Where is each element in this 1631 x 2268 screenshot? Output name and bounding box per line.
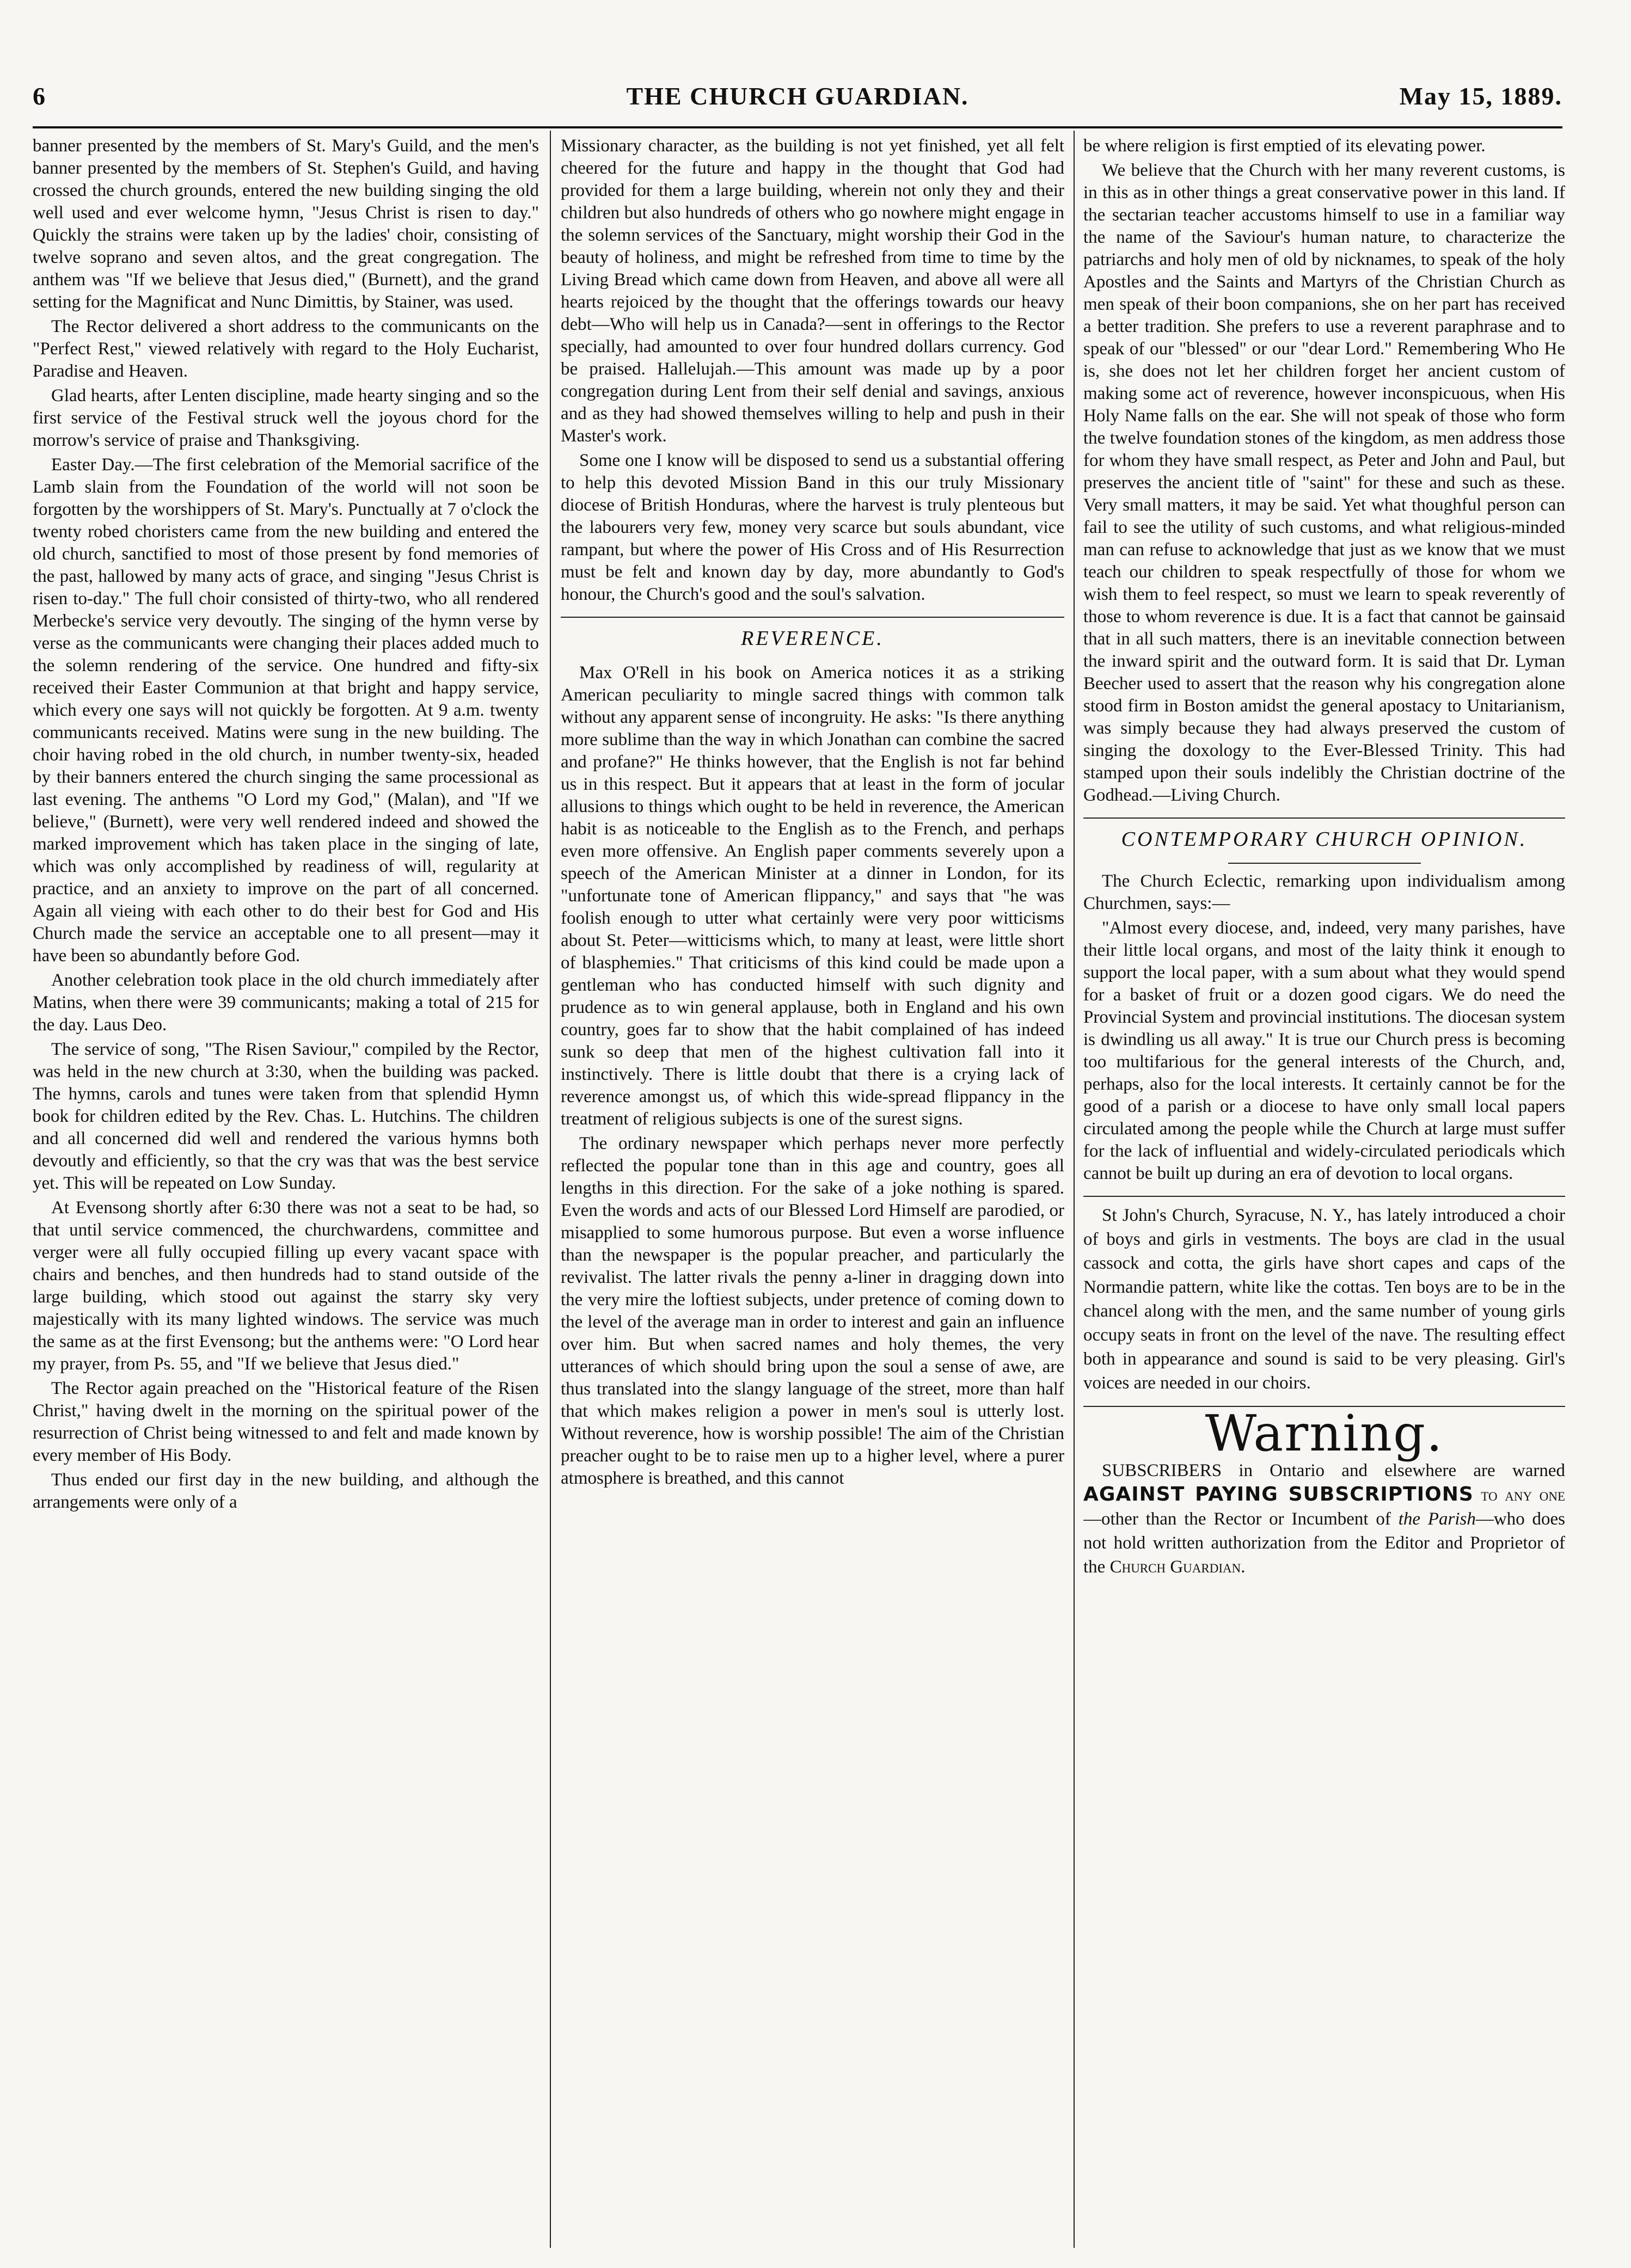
header-rule [33, 126, 1562, 128]
warning-text [1083, 1459, 1565, 1579]
newspaper-title: THE CHURCH GUARDIAN. [626, 82, 969, 110]
column-rule-1 [550, 131, 551, 2248]
paragraph: Max O'Rell in his book on America notices it as a striking American peculiarity to mingle sacred things with common talk without any apparent sense of incongruity. He asks: "Is there anything more sublime than the way in which Jonathan can combine the sacred and profane?" He thinks however, that the English is not far behind us in this respect. But it appears that at least in the form of jocular allusions to things which ought to be held in reverence, the American habit is as noticeable to the English as to the French, and perhaps even more offensive. An English paper comments severely upon a speech of the American Minister at a dinner in London, for its "unfortunate tone of American flippancy," and says that "he was foolish enough to utter what certainly were very poor witticisms about St. Peter—witticisms which, to many at least, were little short of blasphemies." That criticisms of this kind could be made upon a gentleman who has conducted himself with such dignity and prudence as to win general applause, both in England and his own country, goes far to show that the habit complained of has indeed sunk so deep that men of the highest cultivation fall into it instinctively. There is little doubt that there is a crying lack of reverence amongst us, of which this wide-spread flippancy in the treatment of religious subjects is one of the surest signs. [561, 663, 1064, 1129]
warning-emphasis: AGAINST PAYING SUBSCRIPTIONS [1083, 1483, 1474, 1505]
column-rule-2 [1074, 131, 1075, 2248]
page-header [33, 82, 1562, 120]
paragraph: Glad hearts, after Lenten discipline, made hearty singing and so the first service of the Festival struck well the joyous chord for the morrow's service of praise and Thanksgiving. [33, 386, 539, 450]
column-2 [561, 135, 1064, 2247]
paragraph: The Rector again preached on the "Historical feature of the Risen Christ," having dwelt in the morning on the spiritual power of the resurrection of Christ being witnessed to and felt and made known by every member of His Body. [33, 1379, 539, 1465]
paragraph: banner presented by the members of St. Mary's Guild, and the men's banner presented by the members of St. Stephen's Guild, and having crossed the church grounds, entered the new building singing the old well used and ever welcome hymn, "Jesus Christ is risen to day." Quickly the strains were taken up by the ladies' choir, consisting of twelve soprano and seven altos, and the great congregation. The anthem was "If we believe that Jesus died," (Burnett), and the grand setting for the Magnificat and Nunc Dimittis, by Stainer, was used. [33, 136, 539, 312]
section-rule [1083, 818, 1565, 819]
warning-the-parish: the Parish [1398, 1509, 1476, 1529]
heading-rule [1228, 863, 1421, 864]
paragraph-syracuse: St John's Church, Syracuse, N. Y., has lately introduced a choir of boys and girls in vestments. The boys are clad in the usual cassock and cotta, the girls have short capes and caps of the Normandie pattern, white like the cottas. Ten boys are to be in the chancel along with the men, and the same number of young girls occupy seats in front on the level of the nave. The resulting effect both in appearance and sound is said to be very pleasing. Girl's voices are needed in our choirs. [1083, 1206, 1565, 1393]
issue-date: May 15, 1889. [1399, 82, 1562, 110]
warning-line1: SUBSCRIBERS in Ontario and elsewhere are warned [1102, 1461, 1565, 1480]
paragraph: be where religion is first emptied of its elevating power. [1083, 136, 1486, 156]
section-heading-reverence: REVERENCE. [741, 627, 884, 650]
section-heading-opinion: CONTEMPORARY CHURCH OPINION. [1121, 828, 1528, 851]
section-rule [1083, 1196, 1565, 1197]
paragraph: Some one I know will be disposed to send us a substantial offering to help this devoted Mission Band in this our truly Missionary diocese of British Honduras, where the harvest is truly plenteous but the labourers very few, money very scarce but souls abundant, vice rampant, but where the power of His Cross and of His Resurrection must be felt and known day by day, more abundantly to God's honour, the Church's good and the soul's salvation. [561, 451, 1064, 604]
warning-rest1: —other than the Rector or Incumbent of [1083, 1509, 1391, 1529]
paragraph: The Church Eclectic, remarking upon individualism among Churchmen, says:— [1083, 871, 1565, 913]
warning-to-any: to any one [1481, 1485, 1565, 1505]
paragraph: At Evensong shortly after 6:30 there was not a seat to be had, so that until service commenced, the churchwardens, committee and verger were all fully occupied filling up every vacant space with chairs and benches, and then hundreds had to stand outside of the large building, which stood out against the starry sky very majestically with its many lighted windows. The service was much the same as at the first Evensong; but the anthems were: "O Lord hear my prayer, from Ps. 55, and "If we believe that Jesus died." [33, 1198, 539, 1374]
warning-paper-name: Church Guardian. [1109, 1557, 1246, 1577]
page-number: 6 [33, 82, 46, 110]
paragraph: Easter Day.—The first celebration of the Memorial sacrifice of the Lamb slain from the Foundation of the world will not soon be forgotten by the worshippers of St. Mary's. Punctually at 7 o'clock the twenty robed choristers came from the new building and entered the old church, sanctified to most of those present by fond memories of the past, hallowed by many acts of grace, and singing "Jesus Christ is risen to-day." The full choir consisted of thirty-two, who all rendered Merbecke's service very devoutly. The singing of the hymn verse by verse as the communicants were changing their places added much to the solemn rendering of the service. One hundred and fifty-six received their Easter Communion at that bright and happy service, which every one says will not quickly be forgotten. At 9 a.m. twenty communicants received. Matins were sung in the new building. The choir having robed in the old church, in number twenty-six, headed by their banners entered the church singing the same processional as last evening. The anthems "O Lord my God," (Malan), and "If we believe," (Burnett), were very well rendered indeed and showed the marked improvement which has taken place in the singing of late, which was only accomplished by readiness of will, regularity at practice, and an anxiety to improve on the part of all concerned. Again all vieing with each other to do their best for God and His Church made the service an acceptable one to all present—may it have been so abundantly before God. [33, 455, 539, 966]
paragraph: We believe that the Church with her many reverent customs, is in this as in other things a great conservative power in this land. If the sectarian teacher accustoms himself to use in a familiar way the name of the Saviour's human nature, to characterize the patriarchs and holy men of old by nicknames, to speak of the holy Apostles and the Saints and Martyrs of the Christian Church as men speak of their boon companions, she on her part has received a better tradition. She prefers to use a reverent paraphrase and to speak of our "blessed" or our "dear Lord." Remembering Who He is, she does not let her children forget her ancient custom of making some act of reverence, however inconspicuous, when His Holy Name falls on the ear. She will not speak of those who form the twelve foundation stones of the kingdom, as men address those for whom they have small respect, as Peter and John and Paul, but preserves the ancient title of "saint" for these and such as these. Very small matters, it may be said. Yet what thoughful person can fail to see the utility of such customs, and what religious-minded man can refuse to acknowledge that just as we know that we must teach our children to speak respectfully of those for whom we wish them to feel respect, so must we learn to speak reverently of those to whom reverence is due. It is a fact that cannot be gainsaid that in all such matters, there is an inevitable connection between the inward spirit and the outward form. It is said that Dr. Lyman Beecher used to assert that the reason why his congregation alone stood firm in Boston amidst the general apostacy to Unitarianism, was simply because they had always preserved the custom of singing the doxology to the Ever-Blessed Trinity. This had stamped upon their souls indelibly the Christian doctrine of the Godhead.—Living Church. [1083, 161, 1565, 805]
warning-rest2: —who does not hold written authorization from the Editor and Proprietor of the [1083, 1509, 1565, 1577]
paragraph: The Rector delivered a short address to the communicants on the "Perfect Rest," viewed relatively with regard to the Holy Eucharist, Paradise and Heaven. [33, 317, 539, 381]
column-1 [33, 135, 539, 2247]
column-3 [1083, 135, 1565, 2247]
section-rule [561, 617, 1064, 618]
paragraph: The service of song, "The Risen Saviour," compiled by the Rector, was held in the new church at 3:30, when the building was packed. The hymns, carols and tunes were taken from that splendid Hymn book for children edited by the Rev. Chas. L. Hutchins. The children and all concerned did well and rendered the various hymns both devoutly and efficiently, so that the cry was that was the best service yet. This will be repeated on Low Sunday. [33, 1040, 539, 1193]
paragraph: Missionary character, as the building is not yet finished, yet all felt cheered for the future and happy in the thought that God had provided for them a large building, wherein not only they and their children but also hundreds of others who go nowhere might engage in the solemn services of the Sanctuary, might worship their God in the beauty of holiness, and might be refreshed from time to time by the Living Bread which came down from Heaven, and above all were all hearts rejoiced by the thought that the offerings towards our heavy debt—Who will help us in Canada?—sent in offerings to the Rector specially, had amounted to over four hundred dollars currency. God be praised. Hallelujah.—This amount was made up by a poor congregation during Lent from their self denial and savings, anxious and as they had showed themselves willing to help and push in their Master's work. [561, 136, 1064, 446]
paragraph: "Almost every diocese, and, indeed, very many parishes, have their little local organs, and most of the laity think it enough to support the local paper, with a sum about what they would spend for a basket of fruit or a dozen good cigars. We do need the Provincial System and provincial institutions. The diocesan system is dwindling us all away." It is true our Church press is becoming too multifarious for the general interests of the Church, and, perhaps, also for the local interests. It certainly cannot be for the good of a parish or a diocese to have only small local papers circulated among the people while the Church at large must suffer for the lack of influential and widely-circulated periodicals which cannot be built up during an era of devotion to local organs. [1083, 918, 1565, 1183]
paragraph: Thus ended our first day in the new building, and although the arrangements were only of a [33, 1470, 539, 1512]
warning-title: Warning. [1205, 1404, 1444, 1462]
paragraph: The ordinary newspaper which perhaps never more perfectly reflected the popular tone than in this age and country, goes all lengths in this direction. For the sake of a joke nothing is spared. Even the words and acts of our Blessed Lord Himself are parodied, or misapplied to some humorous purpose. But even a worse influence than the newspaper is the popular preacher, and particularly the revivalist. The latter rivals the penny a-liner in dragging down into the very mire the loftiest subjects, under pretence of coming down to the level of the average man in order to interest and gain an influence over him. But when sacred names and holy themes, the very utterances of which should bring upon the soul a sense of awe, are thus translated into the slangy language of the street, more than half that which makes religion a power in men's soul is utterly lost. Without reverence, how is worship possible! The aim of the Christian preacher ought to be to raise men up to a higher level, where a purer atmosphere is breathed, and this cannot [561, 1134, 1064, 1488]
paragraph: Another celebration took place in the old church immediately after Matins, when there were 39 communicants; making a total of 215 for the day. Laus Deo. [33, 970, 539, 1035]
warning-notice [1083, 1404, 1565, 1579]
